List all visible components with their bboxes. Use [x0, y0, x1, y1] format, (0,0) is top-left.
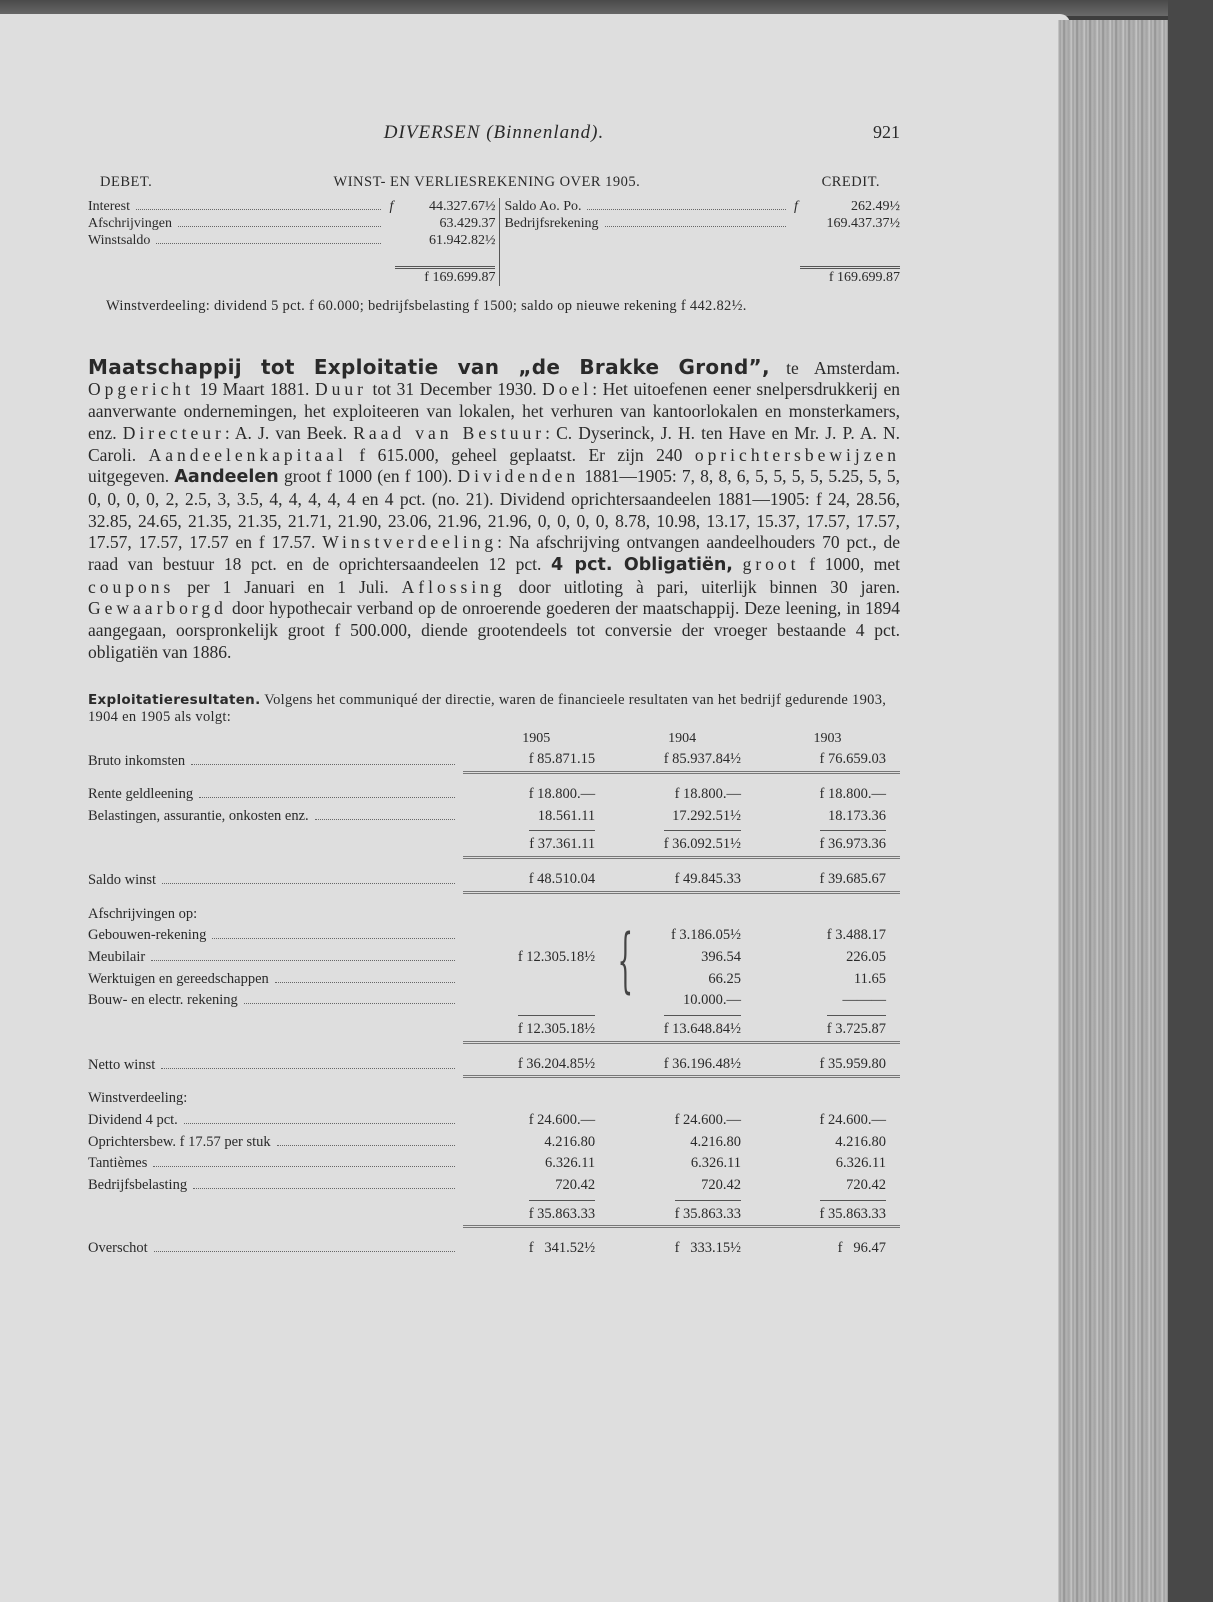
label-groot: groot	[742, 554, 800, 575]
table-row: Bruto inkomsten f 85.871.15 f 85.937.84½ f 76.659.03	[88, 749, 900, 772]
credit-side	[500, 198, 900, 286]
label-coupons: coupons	[88, 576, 175, 597]
profit-distribution-note: Winstverdeeling: dividend 5 pct. f 60.000; bedrijfsbelasting f 1500; saldo op nieuwe rekening f 442.82½.	[106, 297, 747, 314]
ledger-row: Bedrijfsrekening 169.437.37½	[504, 215, 900, 231]
ledger-title: WINST- EN VERLIESREKENING OVER 1905.	[333, 174, 641, 190]
debit-total: f 169.699.87	[424, 269, 496, 285]
running-head	[88, 122, 900, 152]
table-row: Oprichtersbew. f 17.57 per stuk 4.216.80 4.216.80 4.216.80	[88, 1133, 886, 1150]
table-row: Bedrijfsbelasting 720.42 720.42 720.42	[88, 1177, 886, 1194]
section-header-row: Afschrijvingen op:	[88, 905, 198, 922]
table-row: Saldo winst f 48.510.04 f 49.845.33 f 39.685.67	[88, 869, 900, 892]
total-rule	[504, 249, 900, 269]
ledger-row: Afschrijvingen 63.429.37	[88, 215, 496, 231]
results-table	[88, 728, 900, 1260]
year-header-row: 1905 1904 1903	[522, 730, 842, 746]
label-aandeelen: Aandeelen	[174, 467, 279, 488]
label-directeur: Directeur	[122, 422, 225, 443]
label-gewaarborgd: Gewaarborgd	[88, 598, 227, 619]
book-page-edges	[1058, 20, 1168, 1602]
page-content	[88, 122, 900, 1260]
label-dividenden: Dividenden	[457, 466, 580, 487]
table-row: Rente geldleening f 18.800.— f 18.800.— f 18.800.—	[88, 785, 886, 802]
table-row: Gebouwen-rekening { f 3.186.05½ f 3.488.17	[88, 919, 886, 1002]
label-aandeelenkapitaal: Aandeelenkapitaal	[148, 444, 347, 465]
book-cover-edge	[1168, 0, 1213, 1602]
subtotal-row: f 37.361.11 f 36.092.51½ f 36.973.36	[88, 827, 900, 857]
company-name: Maatschappij tot Exploitatie van „de Brakke Grond”,	[88, 354, 770, 379]
subtotal-row: f 12.305.18½ f 13.648.84½ f 3.725.87	[88, 1012, 900, 1042]
running-title: DIVERSEN (Binnenland).	[383, 122, 605, 143]
label-raad-van-bestuur: Raad van Bestuur	[353, 422, 546, 443]
table-row: Overschot f 341.52½ f 333.15½ f 96.47	[88, 1240, 886, 1257]
table-row: Meubilair f 12.305.18½ 396.54 226.05	[88, 948, 886, 965]
ledger-row: Winstsaldo 61.942.82½	[88, 232, 496, 248]
subtotal-row: f 35.863.33 f 35.863.33 f 35.863.33	[88, 1197, 900, 1227]
results-heading: Exploitatieresultaten.	[88, 691, 261, 708]
section-header-row: Winstverdeeling:	[88, 1090, 188, 1107]
table-row: Dividend 4 pct. f 24.600.— f 24.600.— f 24.600.—	[88, 1111, 886, 1128]
label-duur: Duur	[315, 379, 367, 400]
debit-side	[88, 198, 500, 286]
ledger-row: Saldo Ao. Po. f 262.49½	[504, 198, 900, 214]
credit-label: CREDIT.	[821, 174, 880, 190]
debit-label: DEBET.	[100, 174, 153, 190]
book-page	[0, 14, 1070, 1602]
page-number: 921	[873, 122, 900, 142]
company-entry: Maatschappij tot Exploitatie van „de Brakke Grond”, te Amsterdam. Opgericht 19 Maart 1881. Duur tot 31 December 1930. Doel: Het uitoefenen eener snelpersdrukkerij en aanverwante ondernemingen, het exploiteeren van lokalen, het verhuren van kantoorlokalen en monsterkamers, enz. Directeur: A. J. van Beek. Raad van Bestuur: C. Dyserinck, J. H. ten Have en Mr. J. P. A. N. Caroli. Aandeelenkapitaal f 615.000, geheel geplaatst. Er zijn 240 oprichtersbewijzen uitgegeven. Aandeelen groot f 1000 (en f 100). Dividenden 1881—1905: 7, 8, 8, 6, 5, 5, 5, 5, 5.25, 5, 5, 0, 0, 0, 0, 2, 2.5, 3, 3.5, 4, 4, 4, 4, 4 en 4 pct. (no. 21). Dividend oprichtersaandeelen 1881—1905: f 24, 28.56, 32.85, 24.65, 21.35, 21.35, 21.71, 21.90, 23.06, 21.96, 21.96, 0, 0, 0, 0, 8.78, 10.98, 13.17, 15.37, 17.57, 17.57, 17.57, 17.57, 17.57 en f 17.57. Winstverdeeling: Na afschrijving ontvangen aandeelhouders 70 pct., de raad van bestuur 18 pct. en de oprichtersaandeelen 12 pct. 4 pct. Obligatiën, groot f 1000, met coupons per 1 Januari en 1 Juli. Aflossing door uitloting à pari, uiterlijk binnen 30 jaren. Gewaarborgd door hypothecair verband op de onroerende goederen der maatschappij. Deze leening, in 1894 aangegaan, oorspronkelijk groot f 500.000, diende grootendeels tot conversie der vroeger bestaande 4 pct. obligatiën van 1886.	[88, 354, 901, 662]
results-intro: Exploitatieresultaten. Volgens het communiqué der directie, waren de financieele resultaten van het bedrijf gedurende 1903, 1904 en 1905 als volgt:	[88, 691, 887, 725]
table-row: Netto winst f 36.204.85½ f 36.196.48½ f 35.959.80	[88, 1054, 900, 1077]
table-row: Belastingen, assurantie, onkosten enz. 18.561.11 17.292.51½ 18.173.36	[88, 807, 886, 824]
debit-total-row	[88, 269, 495, 286]
ledger-row: Interest f 44.327.67½	[88, 198, 496, 214]
profit-loss-ledger	[88, 198, 900, 286]
label-oprichtersbewijzen: oprichtersbewijzen	[694, 444, 900, 465]
brace-icon: {	[617, 919, 634, 1002]
table-row: Werktuigen en gereedschappen 66.25 11.65	[88, 970, 886, 987]
credit-total-row	[504, 269, 900, 286]
label-aflossing: Aflossing	[401, 576, 506, 597]
table-row: Tantièmes 6.326.11 6.326.11 6.326.11	[88, 1155, 886, 1172]
label-doel: Doel	[542, 379, 593, 400]
label-opgericht: Opgericht	[88, 379, 194, 400]
total-rule	[88, 249, 495, 269]
label-obligatien: 4 pct. Obligatiën,	[551, 555, 733, 576]
credit-total: f 169.699.87	[828, 269, 900, 285]
label-winstverdeeling: Winstverdeeling	[322, 532, 498, 553]
ledger-header	[88, 172, 900, 194]
table-row: Bouw- en electr. rekening 10.000.— ———	[88, 992, 886, 1009]
